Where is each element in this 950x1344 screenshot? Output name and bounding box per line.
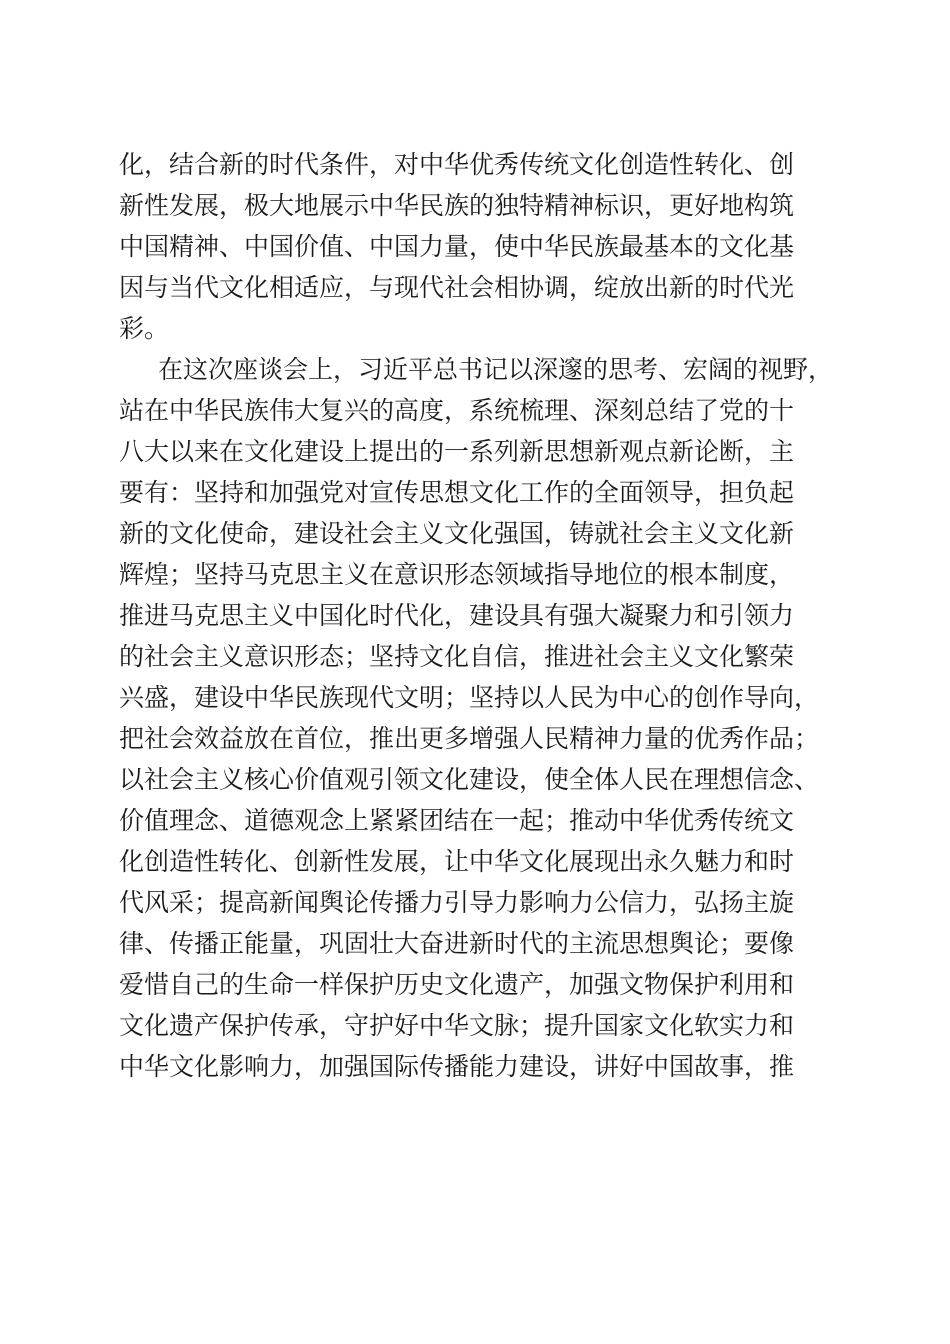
paragraph-2-line-5: 新的文化使命，建设社会主义文化强国，铸就社会主义文化新 xyxy=(119,519,795,548)
paragraph-2-line-1: 在这次座谈会上，习近平总书记以深邃的思考、宏阔的视野， xyxy=(158,355,834,384)
paragraph-2-line-15: 律、传播正能量，巩固壮大奋进新时代的主流思想舆论；要像 xyxy=(119,929,795,958)
paragraph-1-line-3: 中国精神、中国价值、中国力量，使中华民族最基本的文化基 xyxy=(119,232,795,261)
paragraph-1-line-5: 彩。 xyxy=(119,314,170,343)
paragraph-2-line-9: 兴盛，建设中华民族现代文明；坚持以人民为中心的创作导向， xyxy=(119,683,820,712)
paragraph-2-line-11: 以社会主义核心价值观引领文化建设，使全体人民在理想信念、 xyxy=(119,765,820,794)
paragraph-1-line-1: 化，结合新的时代条件，对中华优秀传统文化创造性转化、创 xyxy=(119,150,795,179)
paragraph-2-line-14: 代风采；提高新闻舆论传播力引导力影响力公信力，弘扬主旋 xyxy=(119,888,795,917)
paragraph-2-line-8: 的社会主义意识形态；坚持文化自信，推进社会主义文化繁荣 xyxy=(119,642,795,671)
paragraph-2-line-16: 爱惜自己的生命一样保护历史文化遗产，加强文物保护利用和 xyxy=(119,970,795,999)
paragraph-2-line-17: 文化遗产保护传承，守护好中华文脉；提升国家文化软实力和 xyxy=(119,1011,795,1040)
paragraph-2-line-18: 中华文化影响力，加强国际传播能力建设，讲好中国故事，推 xyxy=(119,1052,795,1081)
paragraph-2-line-13: 化创造性转化、创新性发展，让中华文化展现出永久魅力和时 xyxy=(119,847,795,876)
paragraph-2-line-6: 辉煌；坚持马克思主义在意识形态领域指导地位的根本制度， xyxy=(119,560,795,589)
paragraph-1-line-4: 因与当代文化相适应，与现代社会相协调，绽放出新的时代光 xyxy=(119,273,795,302)
paragraph-2-line-10: 把社会效益放在首位，推出更多增强人民精神力量的优秀作品； xyxy=(119,724,820,753)
paragraph-2-line-4: 要有：坚持和加强党对宣传思想文化工作的全面领导，担负起 xyxy=(119,478,795,507)
paragraph-2-line-12: 价值理念、道德观念上紧紧团结在一起；推动中华优秀传统文 xyxy=(119,806,795,835)
paragraph-2-line-3: 八大以来在文化建设上提出的一系列新思想新观点新论断，主 xyxy=(119,437,795,466)
paragraph-2-line-2: 站在中华民族伟大复兴的高度，系统梳理、深刻总结了党的十 xyxy=(119,396,795,425)
paragraph-1-line-2: 新性发展，极大地展示中华民族的独特精神标识，更好地构筑 xyxy=(119,191,795,220)
paragraph-2-line-7: 推进马克思主义中国化时代化，建设具有强大凝聚力和引领力 xyxy=(119,601,795,630)
